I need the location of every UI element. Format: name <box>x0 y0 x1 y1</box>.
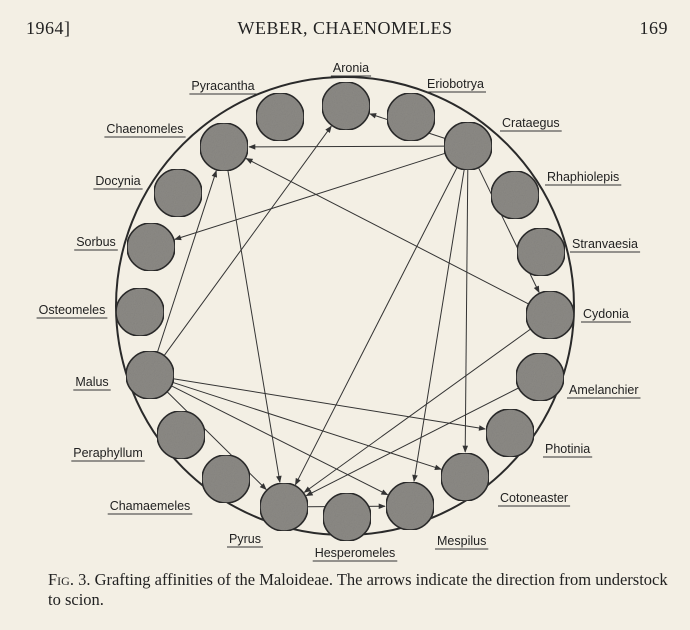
label-malus: Malus <box>75 375 109 389</box>
node-stranvaesia <box>517 228 565 276</box>
node-crataegus <box>444 122 492 170</box>
label-cydonia: Cydonia <box>583 307 629 321</box>
label-mespilus: Mespilus <box>437 534 487 548</box>
node-amelanchier <box>516 353 564 401</box>
running-title: WEBER, CHAENOMELES <box>237 18 453 38</box>
figure-caption <box>48 570 678 610</box>
edge-crataegus-to-chaenomeles <box>249 146 446 147</box>
label-cotoneaster: Cotoneaster <box>500 491 569 505</box>
edge-malus-to-photinia <box>172 379 486 430</box>
label-aronia: Aronia <box>332 61 370 75</box>
header-year: 1964] <box>26 18 71 38</box>
node-docynia <box>154 169 202 217</box>
page-number: 169 <box>639 18 668 38</box>
caption-text: Grafting affinities of the Maloideae. The arrows indicate the direction from understock to scion. <box>48 570 668 609</box>
edge-layer <box>157 114 539 507</box>
node-sorbus <box>127 223 175 271</box>
label-stranvaesia: Stranvaesia <box>572 237 639 251</box>
label-pyrus: Pyrus <box>229 532 261 546</box>
node-aronia <box>322 82 370 130</box>
node-peraphyllum <box>157 411 205 459</box>
label-peraphyllum: Peraphyllum <box>73 446 143 460</box>
label-rhaphiolepis: Rhaphiolepis <box>547 170 620 184</box>
node-eriobotrya <box>387 93 435 141</box>
outer-ring <box>116 77 574 535</box>
label-eriobotrya: Eriobotrya <box>427 77 484 91</box>
node-malus <box>126 351 174 399</box>
caption-lead: Fig. 3. <box>48 570 91 589</box>
node-mespilus <box>386 482 434 530</box>
node-chaenomeles <box>200 123 248 171</box>
label-pyracantha: Pyracantha <box>191 79 255 93</box>
edge-cydonia-to-pyrus <box>304 328 532 493</box>
label-osteomeles: Osteomeles <box>38 303 106 317</box>
edge-crataegus-to-cotoneaster <box>465 168 468 452</box>
label-chaenomeles: Chaenomeles <box>106 122 184 136</box>
label-docynia: Docynia <box>95 174 141 188</box>
label-sorbus: Sorbus <box>76 235 116 249</box>
edge-cydonia-to-chaenomeles <box>246 159 530 305</box>
label-chamaemeles: Chamaemeles <box>109 499 191 513</box>
label-crataegus: Crataegus <box>502 116 560 130</box>
node-photinia <box>486 409 534 457</box>
node-chamaemeles <box>202 455 250 503</box>
edge-chaenomeles-to-pyrus <box>228 169 280 483</box>
node-osteomeles <box>116 288 164 336</box>
edge-malus-to-cotoneaster <box>171 382 441 470</box>
node-rhaphiolepis <box>491 171 539 219</box>
edge-crataegus-to-pyrus <box>295 166 458 485</box>
label-amelanchier: Amelanchier <box>569 383 639 397</box>
node-pyrus <box>260 483 308 531</box>
node-cydonia <box>526 291 574 339</box>
node-pyracantha <box>256 93 304 141</box>
label-photinia: Photinia <box>545 442 591 456</box>
edge-malus-to-aronia <box>163 126 331 357</box>
label-hesperomeles: Hesperomeles <box>314 546 396 560</box>
node-layer <box>116 82 574 541</box>
node-cotoneaster <box>441 453 489 501</box>
node-hesperomeles <box>323 493 371 541</box>
edge-crataegus-to-mespilus <box>414 168 465 482</box>
